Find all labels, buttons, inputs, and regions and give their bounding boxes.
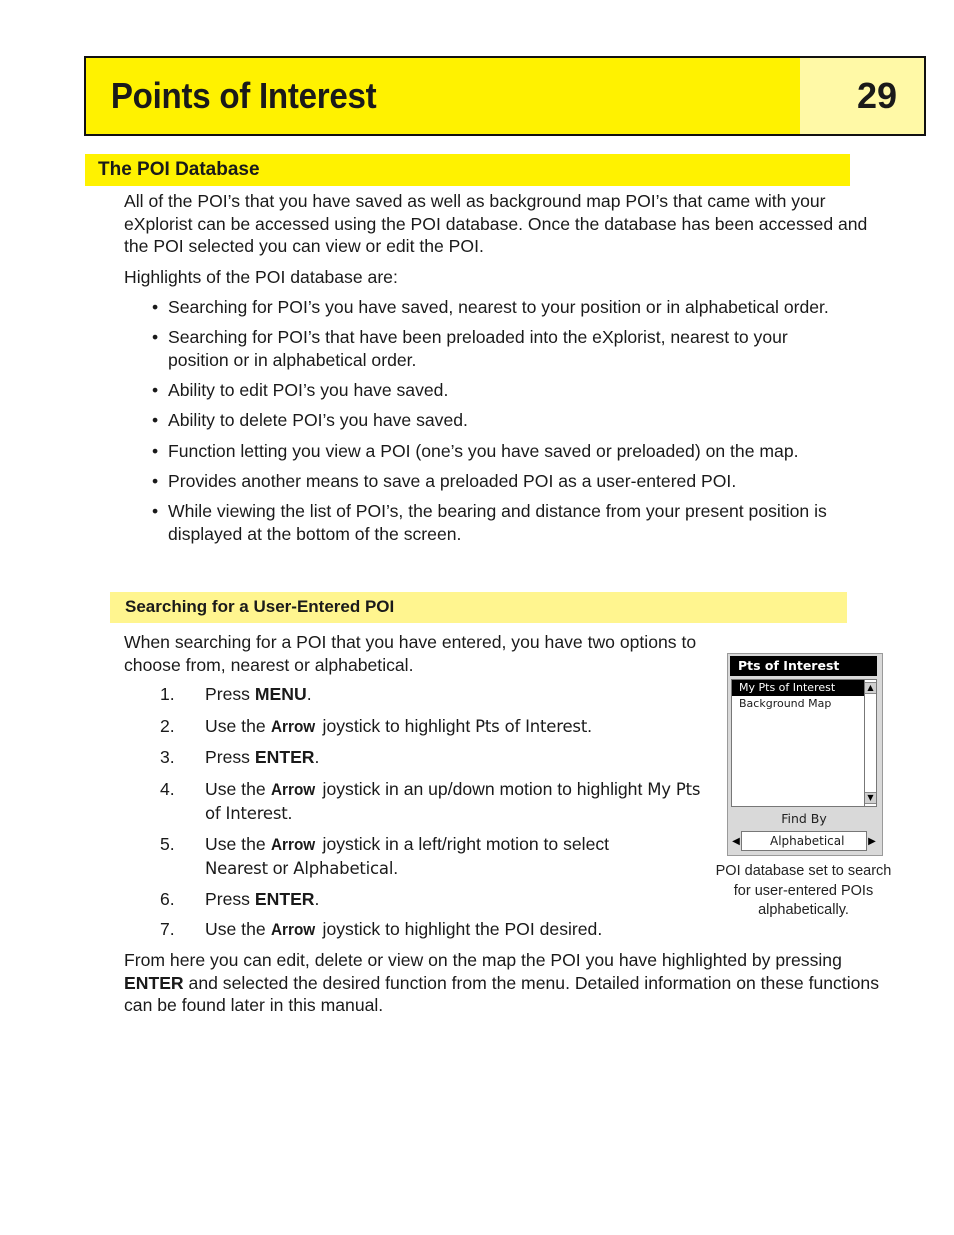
bullet-item: • Function letting you view a POI (one’s you have saved or preloaded) on the map.: [152, 441, 799, 461]
closing-paragraph: From here you can edit, delete or view on the map the POI you have highlighted by pressing ENTER and selected the desired function from the menu. Detailed information on these functions can be found later in this manual.: [124, 950, 880, 1015]
bullet-item: • Ability to delete POI’s you have saved.: [152, 410, 468, 430]
device-list-item-background-map[interactable]: Background Map: [739, 697, 832, 710]
bullet-item: • Provides another means to save a preloaded POI as a user-entered POI.: [152, 471, 737, 491]
device-find-by-value: Alphabetical: [741, 831, 867, 851]
chapter-header: [84, 56, 926, 136]
device-screen-title: Pts of Interest: [730, 656, 877, 676]
intro-paragraph: All of the POI’s that you have saved as well as background map POI’s that came with your eXplorist can be accessed using the POI database. Once the database has been accessed and the POI selected you can view or edit the POI.: [124, 191, 868, 256]
bullet-item: • While viewing the list of POI’s, the bearing and distance from your present position is displayed at the bottom of the screen.: [152, 501, 827, 544]
device-find-by-selector[interactable]: [731, 830, 879, 852]
page-number: 29: [800, 58, 924, 134]
bullet-item: • Searching for POI’s that have been preloaded into the eXplorist, nearest to your position or in alphabetical order.: [152, 327, 788, 370]
device-scrollbar[interactable]: [865, 679, 877, 807]
bullet-item: • Ability to edit POI’s you have saved.: [152, 380, 449, 400]
highlights-label: Highlights of the POI database are:: [124, 267, 398, 287]
right-arrow-icon[interactable]: ▶: [868, 835, 876, 847]
step-item: 7. Use the Arrow joystick to highlight the POI desired.: [160, 919, 603, 939]
step-item: 6. Press ENTER.: [160, 889, 320, 909]
bullet-item: • Searching for POI’s you have saved, nearest to your position or in alphabetical order.: [152, 297, 829, 317]
step-item: 1. Press MENU.: [160, 684, 312, 704]
step-item: 5. Use the Arrow joystick in a left/right motion to select Nearest or Alphabetical.: [160, 834, 610, 878]
device-screen: [727, 653, 883, 856]
scroll-up-icon[interactable]: ▲: [865, 682, 876, 694]
step-item: 3. Press ENTER.: [160, 747, 320, 767]
figure-caption: POI database set to search for user-entered POIs alphabetically.: [715, 863, 892, 918]
scroll-down-icon[interactable]: ▼: [865, 792, 876, 804]
section-heading-poi-database: The POI Database: [85, 154, 850, 186]
left-arrow-icon[interactable]: ◀: [732, 835, 740, 847]
step-item: 2. Use the Arrow joystick to highlight Pts of Interest.: [160, 716, 592, 736]
step-item: 4. Use the Arrow joystick in an up/down motion to highlight My Pts of Interest.: [160, 779, 701, 823]
chapter-title: Points of Interest: [110, 75, 377, 116]
device-poi-list[interactable]: [731, 679, 865, 807]
device-find-by-label: Find By: [781, 811, 827, 826]
subsection-heading-user-entered-poi: Searching for a User-Entered POI: [110, 592, 847, 623]
device-list-item-my-pts[interactable]: My Pts of Interest: [732, 680, 864, 696]
search-intro-paragraph: When searching for a POI that you have entered, you have two options to choose from, nearest or alphabetical.: [124, 632, 697, 675]
